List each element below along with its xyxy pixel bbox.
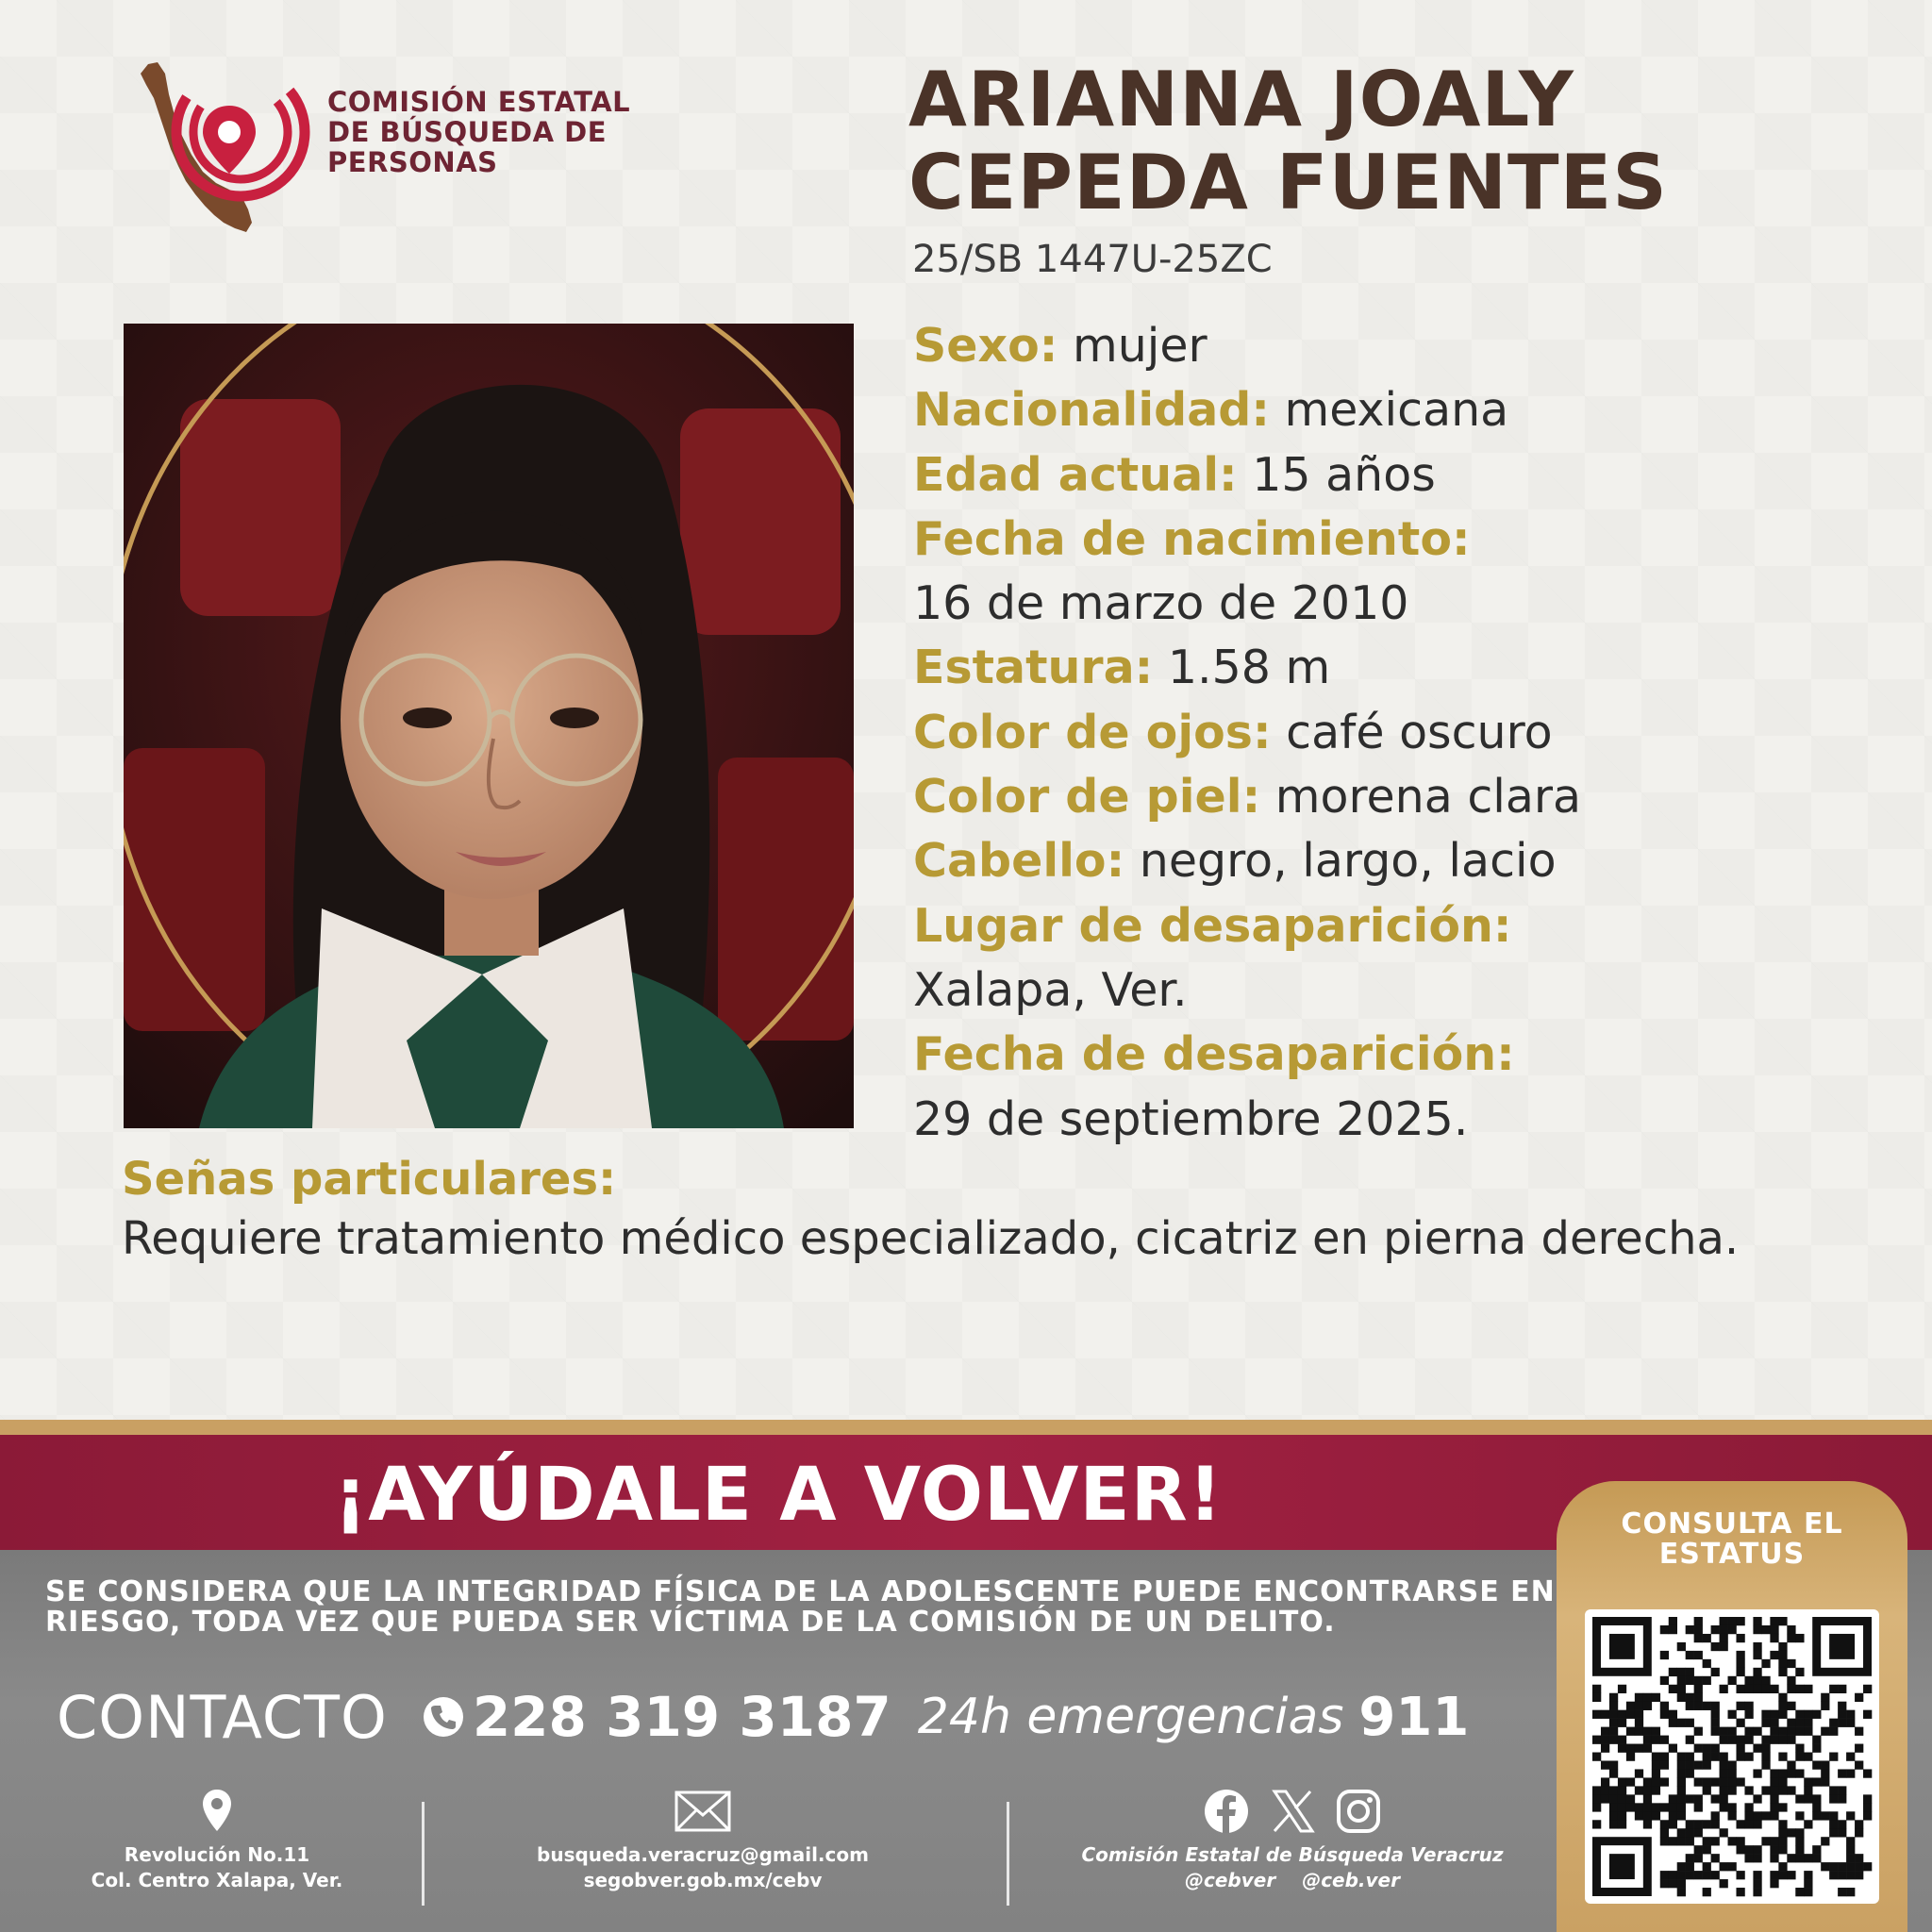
person-photo	[124, 324, 854, 1128]
contact-label: CONTACTO	[57, 1682, 388, 1752]
organization-name	[327, 87, 667, 177]
qr-title-line1: CONSULTA EL	[1621, 1507, 1843, 1541]
cabello-value: negro, largo, lacio	[1124, 834, 1557, 889]
senas-label: Señas particulares:	[122, 1153, 617, 1206]
instagram-icon[interactable]	[1335, 1788, 1382, 1835]
person-name-line2: CEPEDA FUENTES	[908, 139, 1668, 226]
edad-value: 15 años	[1237, 447, 1436, 502]
organization-logo	[137, 57, 665, 245]
emergency-number[interactable]: 911	[1358, 1686, 1470, 1748]
organization-name-line2: DE BÚSQUEDA DE	[327, 116, 608, 148]
risk-warning-line2: RIESGO, TODA VEZ QUE PUEDA SER VÍCTIMA DE LA COMISIÓN DE UN DELITO.	[45, 1606, 1336, 1639]
qr-code[interactable]	[1585, 1609, 1879, 1904]
senas-text: Requiere tratamiento médico especializado, cicatriz en pierna derecha.	[122, 1212, 1740, 1265]
detail-piel	[913, 765, 1913, 829]
footer-social	[1057, 1788, 1528, 1893]
ojos-value: café oscuro	[1271, 705, 1553, 759]
location-pin-icon	[200, 1788, 234, 1835]
contact-phone[interactable]: 228 319 3187	[472, 1685, 891, 1749]
cabello-label: Cabello:	[913, 834, 1125, 889]
detail-lugar-value-row	[913, 958, 1913, 1023]
lugar-value: Xalapa, Ver.	[913, 962, 1188, 1017]
piel-label: Color de piel:	[913, 770, 1261, 824]
detail-cabello	[913, 829, 1913, 893]
lugar-label: Lugar de desaparición:	[913, 898, 1512, 953]
detail-fecha-value-row	[913, 1088, 1913, 1152]
social-icons	[1057, 1788, 1528, 1835]
contact-website[interactable]: segobver.gob.mx/cebv	[583, 1869, 823, 1891]
nacimiento-label: Fecha de nacimiento:	[913, 511, 1471, 566]
qr-status-card	[1557, 1481, 1907, 1932]
risk-warning-line1: SE CONSIDERA QUE LA INTEGRIDAD FÍSICA DE LA ADOLESCENTE PUEDE ENCONTRARSE EN	[45, 1575, 1556, 1608]
detail-nacionalidad	[913, 378, 1913, 442]
contact-email[interactable]: busqueda.veracruz@gmail.com	[537, 1843, 869, 1866]
qr-title-line2: ESTATUS	[1658, 1538, 1806, 1571]
x-icon[interactable]	[1269, 1788, 1316, 1835]
person-details	[913, 314, 1913, 1152]
estatura-value: 1.58 m	[1153, 641, 1331, 695]
address-line1: Revolución No.11	[124, 1843, 310, 1866]
qr-title	[1557, 1509, 1907, 1570]
piel-value: morena clara	[1260, 770, 1582, 824]
edad-label: Edad actual:	[913, 447, 1238, 502]
phone-icon	[422, 1695, 465, 1739]
social-handle-2[interactable]: @ceb.ver	[1302, 1869, 1400, 1891]
organization-name-line1: COMISIÓN ESTATAL	[327, 86, 631, 118]
sexo-label: Sexo:	[913, 319, 1058, 373]
veracruz-map-icon	[137, 57, 325, 245]
detail-nacimiento-label-row	[913, 508, 1913, 572]
person-name	[908, 58, 1908, 225]
organization-name-line3: PERSONAS	[327, 146, 498, 178]
address-line2: Col. Centro Xalapa, Ver.	[91, 1869, 343, 1891]
nacionalidad-label: Nacionalidad:	[913, 383, 1270, 438]
person-name-line1: ARIANNA JOALY	[908, 56, 1574, 143]
gold-divider	[0, 1420, 1932, 1435]
estatura-label: Estatura:	[913, 641, 1154, 695]
fecha-label: Fecha de desaparición:	[913, 1027, 1515, 1082]
detail-fecha-label-row	[913, 1023, 1913, 1087]
nacimiento-value: 16 de marzo de 2010	[913, 576, 1409, 631]
footer-divider-1	[422, 1802, 425, 1906]
emergency-label: 24h emergencias	[917, 1689, 1344, 1745]
envelope-icon	[674, 1788, 732, 1835]
fecha-value: 29 de septiembre 2025.	[913, 1091, 1469, 1146]
social-handles	[1057, 1868, 1528, 1893]
facebook-icon[interactable]	[1203, 1788, 1250, 1835]
footer-address	[57, 1788, 377, 1893]
detail-nacimiento-value-row	[913, 572, 1913, 636]
headline: ¡AYÚDALE A VOLVER!	[333, 1453, 1224, 1538]
detail-edad	[913, 443, 1913, 508]
social-name: Comisión Estatal de Búsqueda Veracruz	[1081, 1843, 1504, 1866]
footer-contact	[491, 1788, 915, 1893]
detail-estatura	[913, 636, 1913, 700]
detail-ojos	[913, 701, 1913, 765]
detail-lugar-label-row	[913, 894, 1913, 958]
nacionalidad-value: mexicana	[1269, 383, 1509, 438]
ojos-label: Color de ojos:	[913, 705, 1272, 759]
case-folio: 25/SB 1447U-25ZC	[912, 238, 1273, 281]
qr-code-graphic	[1585, 1609, 1879, 1904]
sexo-value: mujer	[1058, 319, 1208, 373]
footer-divider-2	[1007, 1802, 1009, 1906]
social-handle-1[interactable]: @cebver	[1184, 1869, 1276, 1891]
contact-row	[57, 1684, 1566, 1750]
detail-sexo	[913, 314, 1913, 378]
risk-warning	[45, 1577, 1574, 1638]
